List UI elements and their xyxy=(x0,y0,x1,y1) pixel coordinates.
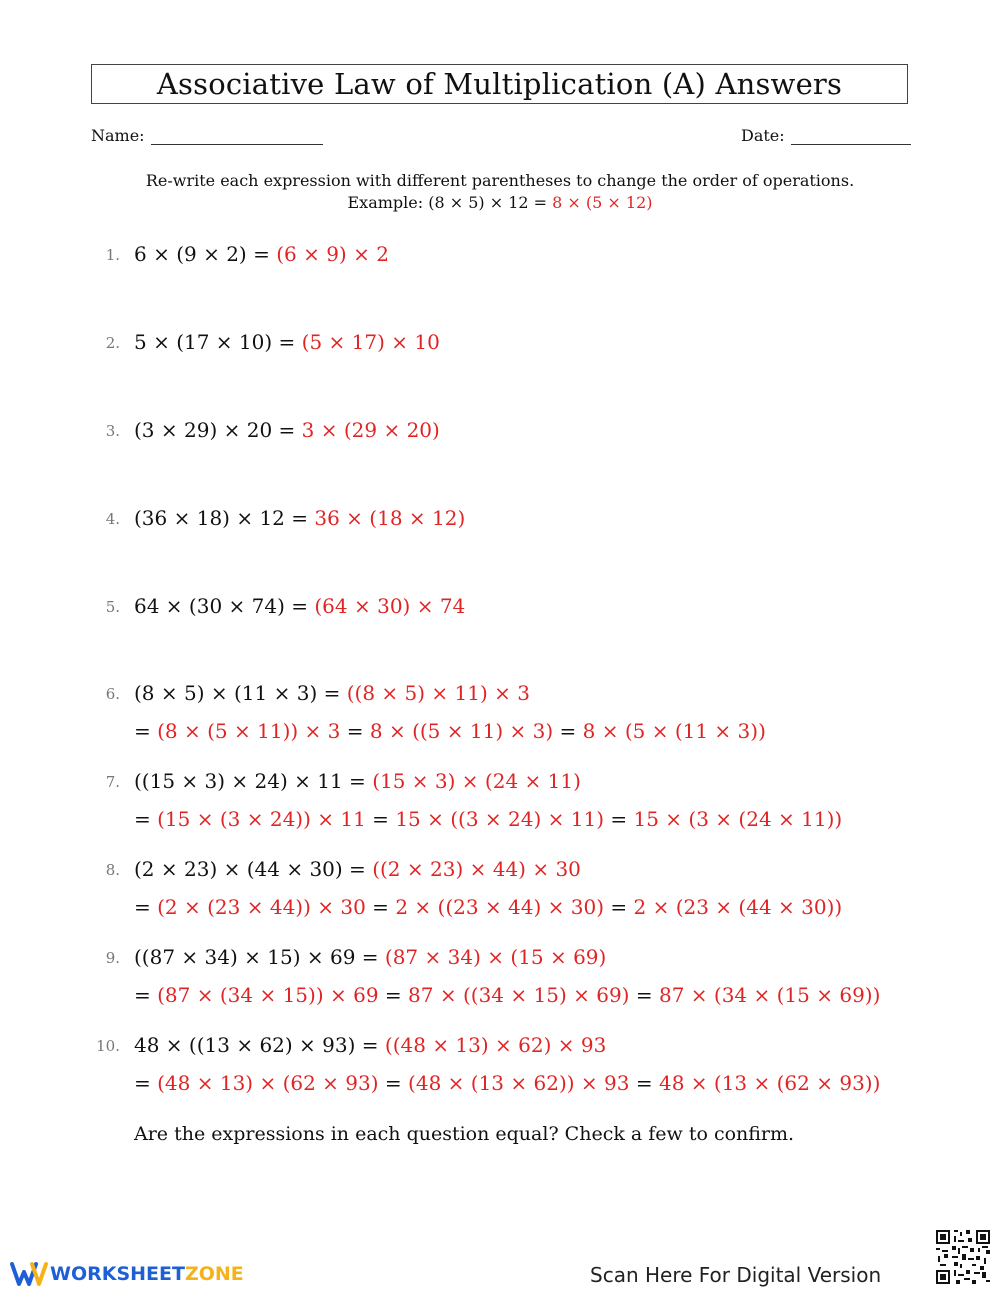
problem-number: 2. xyxy=(105,334,120,352)
equals-sign: = xyxy=(134,719,158,743)
problem-answer: ((2 × 23) × 44) × 30 xyxy=(372,857,581,881)
instruction-text: Re-write each expression with different parentheses to change the order of operations. xyxy=(145,171,855,190)
equals-sign: = xyxy=(378,1071,409,1095)
brand-worksheet: WORKSHEET xyxy=(50,1263,185,1285)
example xyxy=(0,192,1000,214)
problem-question: 5 × (17 × 10) = xyxy=(134,330,302,354)
problem-expression xyxy=(134,769,581,793)
equals-sign: = xyxy=(604,895,634,919)
problem-question: 64 × (30 × 74) = xyxy=(134,594,315,618)
problem-answer: ((8 × 5) × 11) × 3 xyxy=(346,681,530,705)
brand-zone: ZONE xyxy=(184,1263,244,1285)
problem-expression xyxy=(134,945,606,969)
answer-step: 87 × (34 × (15 × 69)) xyxy=(658,983,881,1007)
instructions xyxy=(0,170,1000,214)
problem-question: (8 × 5) × (11 × 3) = xyxy=(134,681,347,705)
problem-expression xyxy=(134,681,530,705)
scan-text: Scan Here For Digital Version xyxy=(590,1263,882,1287)
name-label: Name: xyxy=(91,126,145,145)
problem-expression xyxy=(134,330,440,354)
equals-sign: = xyxy=(340,719,370,743)
equals-sign: = xyxy=(365,895,396,919)
answer-step: 48 × (13 × (62 × 93)) xyxy=(658,1071,881,1095)
answer-step: (48 × (13 × 62)) × 93 xyxy=(408,1071,630,1095)
answer-step: 15 × (3 × (24 × 11)) xyxy=(633,807,843,831)
worksheetzone-logo xyxy=(10,1260,244,1288)
name-line[interactable] xyxy=(151,128,323,145)
problem-question: ((87 × 34) × 15) × 69 = xyxy=(134,945,385,969)
problem-number: 1. xyxy=(105,246,120,264)
problem-answer-continuation xyxy=(134,895,842,919)
equals-sign: = xyxy=(553,719,583,743)
worksheet-title: Associative Law of Multiplication (A) Answers xyxy=(91,64,908,104)
example-prefix: Example: (8 × 5) × 12 = xyxy=(347,193,553,212)
problem-question: ((15 × 3) × 24) × 11 = xyxy=(134,769,373,793)
problem-question: (2 × 23) × (44 × 30) = xyxy=(134,857,373,881)
problem-number: 8. xyxy=(105,861,120,879)
problem-answer: 3 × (29 × 20) xyxy=(301,418,440,442)
answer-step: (87 × (34 × 15)) × 69 xyxy=(157,983,379,1007)
problem-question: (3 × 29) × 20 = xyxy=(134,418,302,442)
qr-code-icon[interactable] xyxy=(934,1228,992,1286)
name-field[interactable] xyxy=(91,126,323,145)
problem-answer-continuation xyxy=(134,807,842,831)
equals-sign: = xyxy=(629,1071,659,1095)
problem-expression xyxy=(134,1033,606,1057)
problem-expression xyxy=(134,418,440,442)
problem-answer: 36 × (18 × 12) xyxy=(314,506,466,530)
problem-answer: (15 × 3) × (24 × 11) xyxy=(372,769,581,793)
worksheetzone-logo-icon xyxy=(10,1260,50,1288)
equals-sign: = xyxy=(134,983,158,1007)
problem-answer: (64 × 30) × 74 xyxy=(314,594,466,618)
equals-sign: = xyxy=(134,807,158,831)
equals-sign: = xyxy=(134,1071,158,1095)
problem-answer-continuation xyxy=(134,719,766,743)
date-field[interactable] xyxy=(741,126,911,145)
answer-step: 87 × ((34 × 15) × 69) xyxy=(408,983,630,1007)
problem-answer: (5 × 17) × 10 xyxy=(301,330,440,354)
problem-number: 5. xyxy=(105,598,120,616)
problem-answer-continuation xyxy=(134,983,880,1007)
equals-sign: = xyxy=(378,983,409,1007)
answer-step: 2 × (23 × (44 × 30)) xyxy=(633,895,843,919)
answer-step: 15 × ((3 × 24) × 11) xyxy=(395,807,605,831)
problem-answer: ((48 × 13) × 62) × 93 xyxy=(384,1033,607,1057)
example-answer: 8 × (5 × 12) xyxy=(552,193,653,212)
answer-step: (2 × (23 × 44)) × 30 xyxy=(157,895,366,919)
equals-sign: = xyxy=(629,983,659,1007)
problem-question: 48 × ((13 × 62) × 93) = xyxy=(134,1033,385,1057)
problem-expression xyxy=(134,594,465,618)
equals-sign: = xyxy=(365,807,396,831)
problem-number: 10. xyxy=(96,1037,120,1055)
problem-number: 9. xyxy=(105,949,120,967)
closing-question: Are the expressions in each question equal? Check a few to confirm. xyxy=(134,1123,795,1145)
problem-question: (36 × 18) × 12 = xyxy=(134,506,315,530)
problem-number: 4. xyxy=(105,510,120,528)
problem-answer: (87 × 34) × (15 × 69) xyxy=(384,945,607,969)
answer-step: 8 × (5 × (11 × 3)) xyxy=(582,719,766,743)
problem-expression xyxy=(134,506,465,530)
answer-step: 2 × ((23 × 44) × 30) xyxy=(395,895,605,919)
problem-number: 7. xyxy=(105,773,120,791)
problem-question: 6 × (9 × 2) = xyxy=(134,242,277,266)
equals-sign: = xyxy=(134,895,158,919)
problem-expression xyxy=(134,242,389,266)
problem-answer: (6 × 9) × 2 xyxy=(276,242,389,266)
equals-sign: = xyxy=(604,807,634,831)
problem-number: 3. xyxy=(105,422,120,440)
problem-number: 6. xyxy=(105,685,120,703)
problem-answer-continuation xyxy=(134,1071,880,1095)
answer-step: (8 × (5 × 11)) × 3 xyxy=(157,719,341,743)
answer-step: (15 × (3 × 24)) × 11 xyxy=(157,807,366,831)
date-line[interactable] xyxy=(791,128,911,145)
problem-expression xyxy=(134,857,581,881)
date-label: Date: xyxy=(741,126,785,145)
answer-step: (48 × 13) × (62 × 93) xyxy=(157,1071,379,1095)
answer-step: 8 × ((5 × 11) × 3) xyxy=(369,719,554,743)
